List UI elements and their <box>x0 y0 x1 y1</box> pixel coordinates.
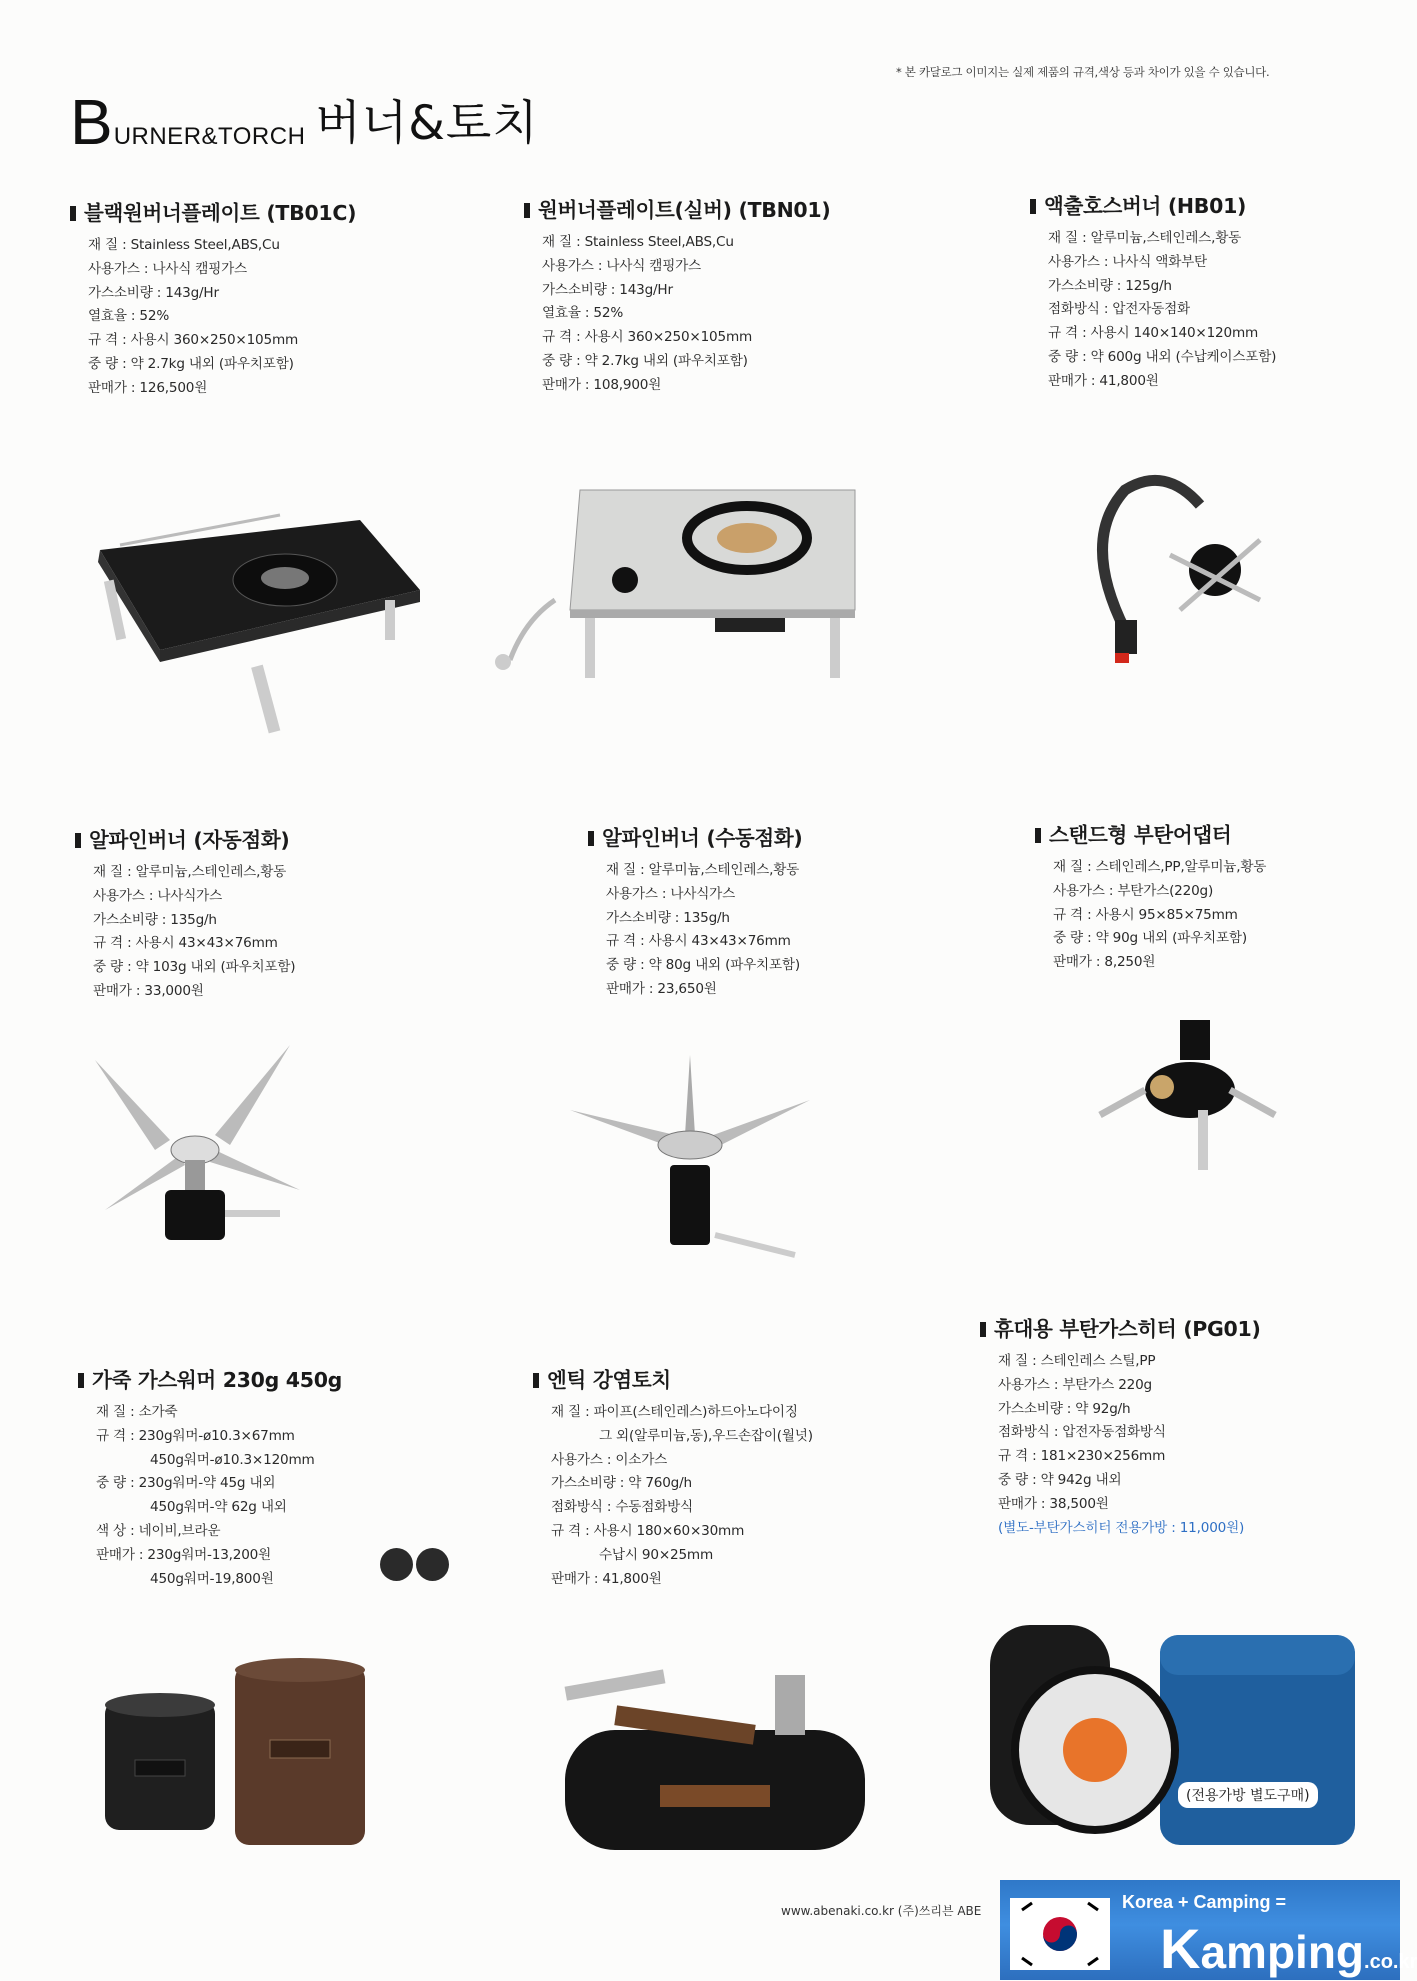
spec-line: 재 질 : 알루미늄,스테인레스,황동 <box>606 862 800 878</box>
color-swatch-navy <box>380 1548 413 1581</box>
spec-list <box>606 859 803 1002</box>
bag-caption: (전용가방 별도구매) <box>1178 1782 1318 1808</box>
title-korean: 버너&토치 <box>315 96 539 151</box>
spec-list <box>998 1350 1261 1540</box>
kamping-banner <box>1000 1880 1417 1980</box>
product-name: 액출호스버너 (HB01) <box>1030 189 1276 219</box>
spec-line: 재 질 : Stainless Steel,ABS,Cu <box>542 234 734 250</box>
spec-line: 가스소비량 : 143g/Hr <box>88 284 219 301</box>
spec-line: 중 량 : 약 80g 내외 (파우치포함) <box>606 957 800 974</box>
spec-line: 가스소비량 : 135g/h <box>93 911 217 928</box>
spec-line: 판매가 : 126,500원 <box>88 379 208 396</box>
product-gas-warmer <box>78 1363 342 1591</box>
spec-list <box>96 1401 342 1591</box>
spec-line: 가스소비량 : 135g/h <box>606 909 730 926</box>
product-name: 가죽 가스워머 230g 450g <box>78 1363 342 1393</box>
spec-line: 사용가스 : 나사식 캠핑가스 <box>542 257 701 274</box>
spec-list <box>93 861 295 1004</box>
product-image-tb01c <box>80 480 440 740</box>
spec-line: 규 격 : 사용시 95×85×75mm <box>1053 906 1238 923</box>
product-tbn01 <box>524 193 830 398</box>
product-name: 알파인버너 (수동점화) <box>588 821 803 851</box>
product-name: 원버너플레이트(실버) (TBN01) <box>524 193 830 223</box>
spec-list <box>1048 227 1276 394</box>
spec-line: 판매가 : 8,250원 <box>1053 954 1156 971</box>
product-alpine-manual <box>588 821 803 1002</box>
product-name: 블랙원버너플레이트 (TB01C) <box>70 196 356 226</box>
spec-line: 규 격 : 사용시 43×43×76mm <box>606 933 791 950</box>
spec-line: 점화방식 : 압전자동점화 <box>1048 301 1190 318</box>
title-english: URNER&TORCH <box>113 123 306 150</box>
spec-line: 열효율 : 52% <box>542 305 624 322</box>
spec-note: (별도-부탄가스히터 전용가방 : 11,000원) <box>998 1519 1245 1536</box>
spec-line: 판매가 : 108,900원 <box>542 376 662 393</box>
banner-logo: Kamping.co.kr <box>1160 1917 1417 1980</box>
product-pg01 <box>980 1312 1261 1540</box>
catalog-notice: * 본 카달로그 이미지는 실제 제품의 규격,색상 등과 차이가 있을 수 있습니다. <box>896 65 1270 79</box>
spec-line: 가스소비량 : 143g/Hr <box>542 281 673 298</box>
spec-line: 재 질 : 소가죽 <box>96 1404 178 1420</box>
spec-line: 사용가스 : 나사식가스 <box>606 885 736 902</box>
product-name: 스탠드형 부탄어댑터 <box>1035 818 1266 848</box>
spec-line: 판매가 : 41,800원 <box>1048 372 1159 389</box>
banner-tagline: Korea + Camping = <box>1122 1892 1287 1912</box>
product-image-antique-torch <box>545 1650 875 1860</box>
spec-line: 열효율 : 52% <box>88 308 170 325</box>
spec-line: 규 격 : 181×230×256mm <box>998 1448 1166 1465</box>
spec-list <box>1053 856 1266 975</box>
spec-line: 판매가 : 41,800원 <box>551 1570 662 1587</box>
spec-line: 중 량 : 약 2.7kg 내외 (파우치포함) <box>88 355 294 372</box>
spec-line: 사용가스 : 나사식 액화부탄 <box>1048 253 1207 270</box>
spec-line: 판매가 : 33,000원 <box>93 982 204 999</box>
spec-line: 가스소비량 : 약 760g/h <box>551 1475 692 1492</box>
product-image-gas-heater <box>985 1600 1365 1875</box>
footer-website: www.abenaki.co.kr (주)쓰리븐 ABE <box>781 1904 982 1918</box>
product-name: 휴대용 부탄가스히터 (PG01) <box>980 1312 1261 1342</box>
spec-line: 중 량 : 230g워머-약 45g 내외 <box>96 1475 276 1492</box>
spec-line: 재 질 : 스테인레스 스틸,PP <box>998 1353 1156 1369</box>
spec-line: 중 량 : 약 90g 내외 (파우치포함) <box>1053 930 1247 947</box>
korea-flag-icon <box>1010 1898 1110 1970</box>
spec-line: 사용가스 : 나사식가스 <box>93 887 223 904</box>
spec-line: 재 질 : Stainless Steel,ABS,Cu <box>88 237 280 253</box>
product-alpine-auto <box>75 823 295 1004</box>
product-butane-adapter <box>1035 818 1266 975</box>
spec-line: 450g워머-19,800원 <box>150 1570 274 1587</box>
spec-line: 그 외(알루미늄,동),우드손잡이(월넛) <box>599 1427 813 1444</box>
product-antique-torch <box>533 1363 813 1591</box>
spec-line: 점화방식 : 수동점화방식 <box>551 1499 693 1516</box>
product-image-alpine-auto <box>90 1040 320 1255</box>
spec-line: 점화방식 : 압전자동점화방식 <box>998 1424 1166 1441</box>
spec-line: 재 질 : 알루미늄,스테인레스,황동 <box>1048 230 1242 246</box>
product-tb01c <box>70 196 356 401</box>
spec-line: 사용가스 : 이소가스 <box>551 1451 668 1468</box>
product-name: 알파인버너 (자동점화) <box>75 823 295 853</box>
product-image-gas-warmer <box>95 1660 375 1850</box>
product-hb01 <box>1030 189 1276 394</box>
spec-line: 사용가스 : 부탄가스(220g) <box>1053 882 1214 899</box>
spec-line: 중 량 : 약 2.7kg 내외 (파우치포함) <box>542 352 748 369</box>
spec-line: 규 격 : 사용시 140×140×120mm <box>1048 325 1259 342</box>
spec-line: 규 격 : 사용시 360×250×105mm <box>542 329 753 346</box>
title-initial: B <box>70 86 113 158</box>
spec-line: 규 격 : 230g워머-ø10.3×67mm <box>96 1427 295 1444</box>
product-image-tbn01 <box>485 480 865 695</box>
spec-list <box>542 231 830 398</box>
spec-line: 가스소비량 : 125g/h <box>1048 277 1172 294</box>
spec-line: 규 격 : 사용시 43×43×76mm <box>93 935 278 952</box>
spec-line: 판매가 : 230g워머-13,200원 <box>96 1546 272 1563</box>
spec-line: 사용가스 : 부탄가스 220g <box>998 1376 1152 1393</box>
color-swatch-brown <box>416 1548 449 1581</box>
spec-line: 재 질 : 알루미늄,스테인레스,황동 <box>93 864 287 880</box>
product-name: 엔틱 강염토치 <box>533 1363 813 1393</box>
spec-line: 판매가 : 38,500원 <box>998 1495 1109 1512</box>
spec-line: 450g워머-약 62g 내외 <box>150 1499 287 1516</box>
spec-line: 사용가스 : 나사식 캠핑가스 <box>88 260 247 277</box>
spec-line: 450g워머-ø10.3×120mm <box>150 1451 315 1468</box>
spec-line: 판매가 : 23,650원 <box>606 980 717 997</box>
page-title <box>70 82 539 158</box>
product-image-alpine-manual <box>565 1050 815 1260</box>
spec-line: 중 량 : 약 103g 내외 (파우치포함) <box>93 959 296 976</box>
product-image-butane-adapter <box>1090 1015 1290 1180</box>
spec-line: 규 격 : 사용시 180×60×30mm <box>551 1522 745 1539</box>
spec-line: 재 질 : 스테인레스,PP,알루미늄,황동 <box>1053 859 1267 875</box>
product-image-hb01 <box>1085 460 1285 675</box>
spec-list <box>88 234 356 401</box>
spec-list <box>551 1401 813 1591</box>
spec-line: 규 격 : 사용시 360×250×105mm <box>88 332 299 349</box>
spec-line: 중 량 : 약 942g 내외 <box>998 1471 1122 1488</box>
spec-line: 중 량 : 약 600g 내외 (수납케이스포함) <box>1048 348 1277 365</box>
spec-line: 재 질 : 파이프(스테인레스)하드아노다이징 <box>551 1404 798 1420</box>
spec-line: 색 상 : 네이비,브라운 <box>96 1522 221 1539</box>
spec-line: 가스소비량 : 약 92g/h <box>998 1400 1131 1417</box>
spec-line: 수납시 90×25mm <box>599 1546 713 1563</box>
